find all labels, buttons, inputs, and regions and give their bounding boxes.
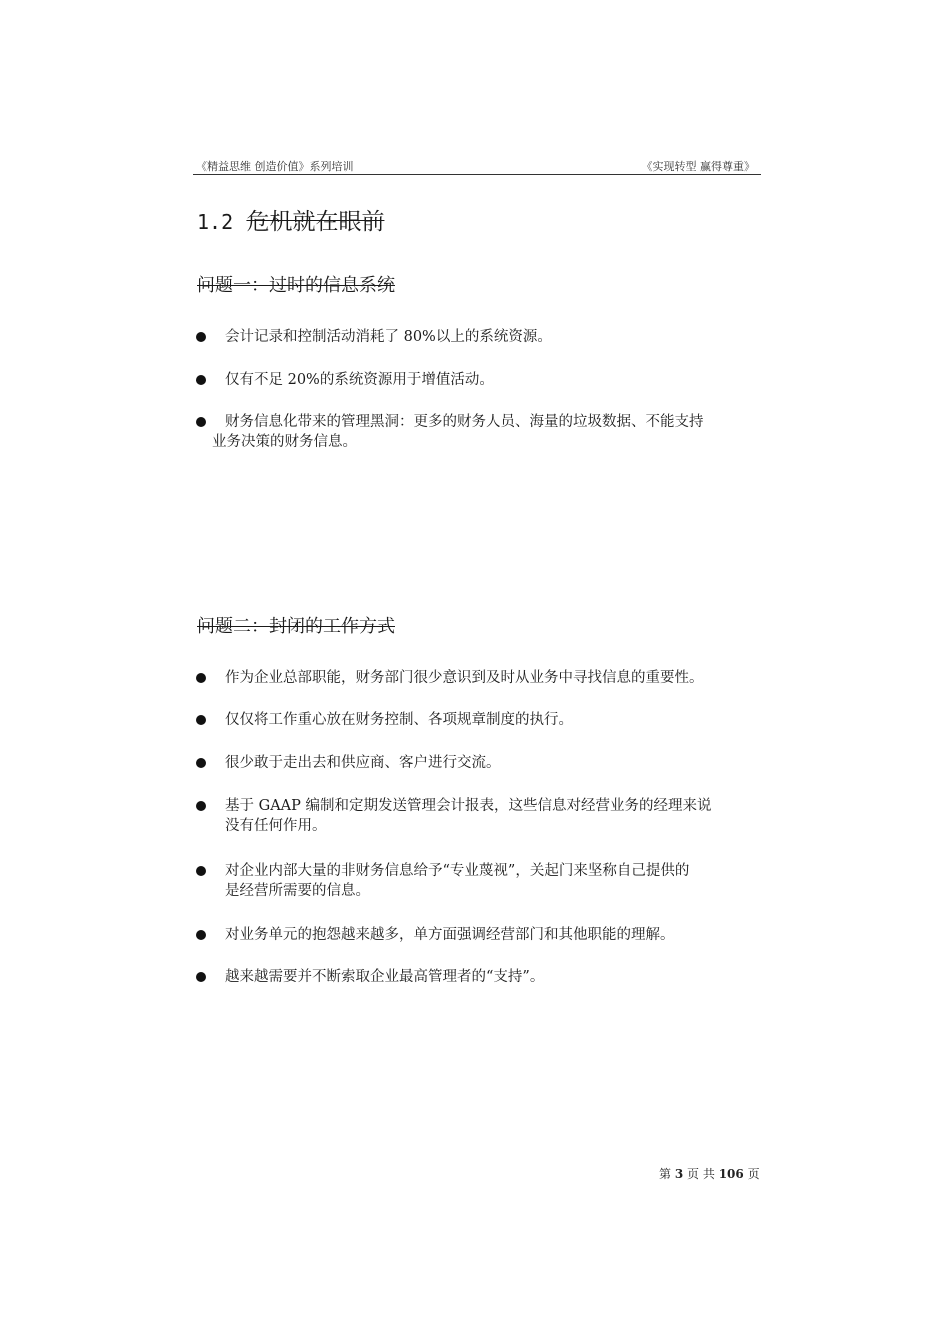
page-number-footer: 第 3 页 共 106 页: [659, 1167, 760, 1181]
current-page: 3: [674, 1167, 684, 1181]
list-item: 基于 GAAP 编制和定期发送管理会计报表，这些信息对经营业务的经理来说 没有任何作用。: [196, 796, 756, 836]
bullet-icon: [196, 866, 206, 876]
bullet-icon: [196, 758, 206, 768]
list-item: 对企业内部大量的非财务信息给予“专业蔑视”，关起门来坚称自己提供的 是经营所需要的信息。: [196, 861, 756, 901]
section-title: [197, 207, 384, 237]
bullet-icon: [196, 801, 206, 811]
bullet-icon: [196, 972, 206, 982]
section-number: 1.2: [197, 210, 234, 234]
bullet-icon: [196, 375, 206, 385]
problem-one-heading: 问题一：过时的信息系统: [197, 275, 395, 296]
section-title-text: 危机就在眼前: [246, 209, 385, 235]
bullet-icon: [196, 673, 206, 683]
bullet-icon: [196, 715, 206, 725]
problem-two-heading: 问题二：封闭的工作方式: [197, 616, 395, 637]
header-slogan: 《实现转型 赢得尊重》: [641, 160, 755, 173]
bullet-icon: [196, 417, 206, 427]
page-header: [193, 160, 761, 175]
bullet-icon: [196, 930, 206, 940]
total-pages: 106: [718, 1167, 744, 1181]
bullet-icon: [196, 332, 206, 342]
list-item: 财务信息化带来的管理黑洞：更多的财务人员、海量的垃圾数据、不能支持 业务决策的财务信息。: [196, 412, 756, 452]
header-series-title: 《精益思维 创造价值》系列培训: [196, 160, 354, 173]
